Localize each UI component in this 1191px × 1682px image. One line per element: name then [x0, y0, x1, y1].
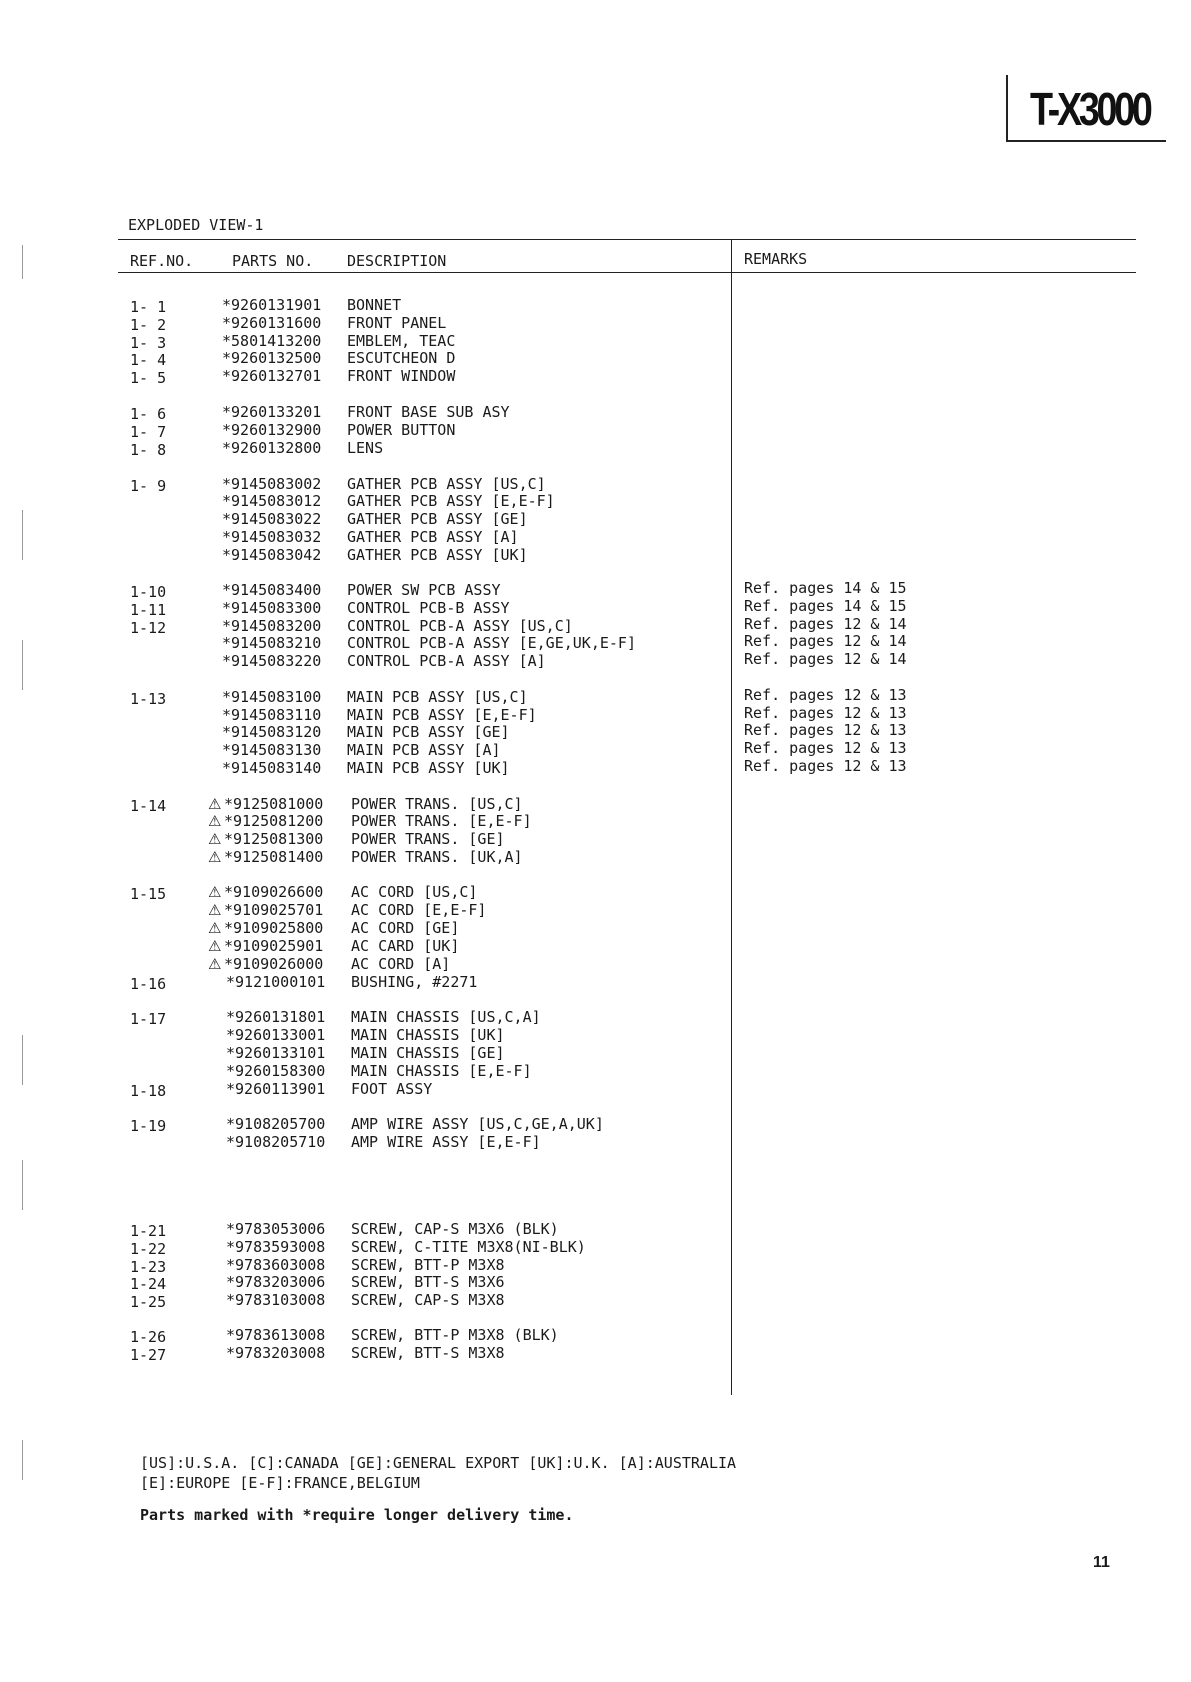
row-ref: 1-18	[130, 1082, 167, 1100]
row-part-no: *9260133001	[226, 1026, 326, 1044]
row-part-no: *9145083200	[222, 617, 322, 635]
row-description: AC CORD [GE]	[351, 919, 460, 937]
warning-triangle-icon: ⚠	[208, 883, 222, 901]
remarks-divider	[731, 239, 732, 1395]
row-part-no: *9145083042	[222, 546, 322, 564]
row-part-no: *9783203008	[226, 1344, 326, 1362]
row-part-no: *9260132900	[222, 421, 322, 439]
row-description: GATHER PCB ASSY [E,E-F]	[347, 492, 555, 510]
row-description: FOOT ASSY	[351, 1080, 433, 1098]
page-number: 11	[1093, 1554, 1110, 1571]
row-description: SCREW, CAP-S M3X6 (BLK)	[351, 1220, 559, 1238]
row-remarks: Ref. pages 12 & 13	[744, 739, 907, 757]
row-ref: 1- 3	[130, 334, 167, 352]
legend-line-2: [E]:EUROPE [E-F]:FRANCE,BELGIUM	[140, 1474, 420, 1492]
row-remarks: Ref. pages 12 & 13	[744, 757, 907, 775]
row-description: MAIN PCB ASSY [A]	[347, 741, 501, 759]
row-part-no: *9125081300	[224, 830, 324, 848]
row-ref: 1-10	[130, 583, 167, 601]
row-part-no: *9783603008	[226, 1256, 326, 1274]
row-remarks: Ref. pages 12 & 13	[744, 721, 907, 739]
row-description: MAIN PCB ASSY [US,C]	[347, 688, 528, 706]
row-ref: 1-17	[130, 1010, 167, 1028]
row-description: GATHER PCB ASSY [A]	[347, 528, 519, 546]
row-remarks: Ref. pages 12 & 14	[744, 615, 907, 633]
row-part-no: *9108205700	[226, 1115, 326, 1133]
row-ref: 1- 7	[130, 423, 167, 441]
row-description: GATHER PCB ASSY [UK]	[347, 546, 528, 564]
row-part-no: *9145083002	[222, 475, 322, 493]
row-description: MAIN CHASSIS [UK]	[351, 1026, 505, 1044]
row-remarks: Ref. pages 12 & 13	[744, 686, 907, 704]
row-ref: 1-22	[130, 1240, 167, 1258]
row-ref: 1-11	[130, 601, 167, 619]
margin-mark	[22, 1160, 23, 1210]
row-part-no: *9121000101	[226, 973, 326, 991]
row-description: POWER SW PCB ASSY	[347, 581, 501, 599]
row-part-no: *9145083022	[222, 510, 322, 528]
row-description: CONTROL PCB-B ASSY	[347, 599, 510, 617]
row-description: SCREW, BTT-P M3X8 (BLK)	[351, 1326, 559, 1344]
row-ref: 1- 1	[130, 298, 167, 316]
row-ref: 1- 9	[130, 477, 167, 495]
warning-triangle-icon: ⚠	[208, 812, 222, 830]
row-ref: 1- 4	[130, 351, 167, 369]
row-description: POWER TRANS. [E,E-F]	[351, 812, 532, 830]
row-part-no: *9125081000	[224, 795, 324, 813]
warning-triangle-icon: ⚠	[208, 848, 222, 866]
row-part-no: *9145083110	[222, 706, 322, 724]
row-part-no: *9260158300	[226, 1062, 326, 1080]
row-description: EMBLEM, TEAC	[347, 332, 456, 350]
row-description: LENS	[347, 439, 384, 457]
row-description: BUSHING, #2271	[351, 973, 478, 991]
row-ref: 1-23	[130, 1258, 167, 1276]
row-description: MAIN CHASSIS [GE]	[351, 1044, 505, 1062]
table-top-rule	[118, 239, 1136, 240]
section-title: EXPLODED VIEW-1	[128, 216, 264, 234]
row-part-no: *9108205710	[226, 1133, 326, 1151]
row-description: FRONT WINDOW	[347, 367, 456, 385]
row-part-no: *9145083220	[222, 652, 322, 670]
row-part-no: *9109026600	[224, 883, 324, 901]
row-description: CONTROL PCB-A ASSY [A]	[347, 652, 546, 670]
row-part-no: *9145083130	[222, 741, 322, 759]
row-remarks: Ref. pages 12 & 14	[744, 650, 907, 668]
row-description: ESCUTCHEON D	[347, 349, 456, 367]
row-remarks: Ref. pages 14 & 15	[744, 597, 907, 615]
row-description: AC CORD [A]	[351, 955, 451, 973]
margin-mark	[22, 640, 23, 690]
row-description: SCREW, C-TITE M3X8(NI-BLK)	[351, 1238, 586, 1256]
row-part-no: *9145083400	[222, 581, 322, 599]
row-part-no: *9125081200	[224, 812, 324, 830]
row-part-no: *9260131600	[222, 314, 322, 332]
row-part-no: *9783203006	[226, 1273, 326, 1291]
row-ref: 1- 6	[130, 405, 167, 423]
row-ref: 1-14	[130, 797, 167, 815]
row-ref: 1- 8	[130, 441, 167, 459]
warning-triangle-icon: ⚠	[208, 937, 222, 955]
row-description: SCREW, BTT-S M3X6	[351, 1273, 505, 1291]
row-part-no: *9260132701	[222, 367, 322, 385]
row-part-no: *9109026000	[224, 955, 324, 973]
row-part-no: *9145083140	[222, 759, 322, 777]
legend-line-1: [US]:U.S.A. [C]:CANADA [GE]:GENERAL EXPORT [UK]:U.K. [A]:AUSTRALIA	[140, 1454, 737, 1472]
row-part-no: *9260131901	[222, 296, 322, 314]
header-parts-no: PARTS NO.	[232, 252, 314, 270]
row-ref: 1-27	[130, 1346, 167, 1364]
header-remarks: REMARKS	[744, 250, 808, 268]
row-description: MAIN PCB ASSY [E,E-F]	[347, 706, 537, 724]
row-ref: 1- 2	[130, 316, 167, 334]
row-part-no: *9260113901	[226, 1080, 326, 1098]
warning-triangle-icon: ⚠	[208, 830, 222, 848]
row-ref: 1-21	[130, 1222, 167, 1240]
row-part-no: *9125081400	[224, 848, 324, 866]
row-part-no: *9145083120	[222, 723, 322, 741]
row-part-no: *9783613008	[226, 1326, 326, 1344]
row-part-no: *5801413200	[222, 332, 322, 350]
row-description: BONNET	[347, 296, 402, 314]
row-description: SCREW, BTT-S M3X8	[351, 1344, 505, 1362]
warning-triangle-icon: ⚠	[208, 795, 222, 813]
delivery-note: Parts marked with *require longer delivery time.	[140, 1506, 574, 1524]
margin-mark	[22, 1440, 23, 1480]
row-description: CONTROL PCB-A ASSY [E,GE,UK,E-F]	[347, 634, 636, 652]
row-description: GATHER PCB ASSY [US,C]	[347, 475, 546, 493]
row-part-no: *9109025901	[224, 937, 324, 955]
margin-mark	[22, 510, 23, 560]
margin-mark	[22, 245, 23, 279]
row-description: AC CORD [E,E-F]	[351, 901, 487, 919]
row-part-no: *9145083210	[222, 634, 322, 652]
warning-triangle-icon: ⚠	[208, 901, 222, 919]
row-part-no: *9109025701	[224, 901, 324, 919]
row-description: POWER BUTTON	[347, 421, 456, 439]
row-description: MAIN PCB ASSY [UK]	[347, 759, 510, 777]
row-description: AMP WIRE ASSY [US,C,GE,A,UK]	[351, 1115, 604, 1133]
row-part-no: *9109025800	[224, 919, 324, 937]
row-part-no: *9145083100	[222, 688, 322, 706]
row-description: AC CARD [UK]	[351, 937, 460, 955]
row-part-no: *9260132500	[222, 349, 322, 367]
row-ref: 1-16	[130, 975, 167, 993]
row-part-no: *9260132800	[222, 439, 322, 457]
margin-mark	[22, 1035, 23, 1085]
row-ref: 1-15	[130, 885, 167, 903]
row-ref: 1- 5	[130, 369, 167, 387]
row-remarks: Ref. pages 12 & 14	[744, 632, 907, 650]
row-part-no: *9783053006	[226, 1220, 326, 1238]
model-title: T-X3000	[1030, 83, 1150, 135]
header-ref-no: REF.NO.	[130, 252, 194, 270]
row-part-no: *9145083032	[222, 528, 322, 546]
row-description: SCREW, BTT-P M3X8	[351, 1256, 505, 1274]
row-part-no: *9783593008	[226, 1238, 326, 1256]
row-part-no: *9145083300	[222, 599, 322, 617]
row-ref: 1-19	[130, 1117, 167, 1135]
row-part-no: *9783103008	[226, 1291, 326, 1309]
row-description: POWER TRANS. [UK,A]	[351, 848, 523, 866]
row-part-no: *9260133101	[226, 1044, 326, 1062]
row-ref: 1-26	[130, 1328, 167, 1346]
row-description: MAIN CHASSIS [US,C,A]	[351, 1008, 541, 1026]
header-description: DESCRIPTION	[347, 252, 447, 270]
row-remarks: Ref. pages 14 & 15	[744, 579, 907, 597]
row-description: GATHER PCB ASSY [GE]	[347, 510, 528, 528]
row-ref: 1-25	[130, 1293, 167, 1311]
row-ref: 1-24	[130, 1275, 167, 1293]
row-remarks: Ref. pages 12 & 13	[744, 704, 907, 722]
row-description: MAIN CHASSIS [E,E-F]	[351, 1062, 532, 1080]
row-part-no: *9260133201	[222, 403, 322, 421]
warning-triangle-icon: ⚠	[208, 955, 222, 973]
row-description: SCREW, CAP-S M3X8	[351, 1291, 505, 1309]
row-ref: 1-12	[130, 619, 167, 637]
row-part-no: *9260131801	[226, 1008, 326, 1026]
row-ref: 1-13	[130, 690, 167, 708]
row-description: MAIN PCB ASSY [GE]	[347, 723, 510, 741]
row-description: FRONT BASE SUB ASY	[347, 403, 510, 421]
row-part-no: *9145083012	[222, 492, 322, 510]
row-description: AC CORD [US,C]	[351, 883, 478, 901]
table-header-rule	[118, 272, 1136, 273]
row-description: CONTROL PCB-A ASSY [US,C]	[347, 617, 573, 635]
row-description: POWER TRANS. [US,C]	[351, 795, 523, 813]
warning-triangle-icon: ⚠	[208, 919, 222, 937]
row-description: POWER TRANS. [GE]	[351, 830, 505, 848]
row-description: AMP WIRE ASSY [E,E-F]	[351, 1133, 541, 1151]
row-description: FRONT PANEL	[347, 314, 447, 332]
